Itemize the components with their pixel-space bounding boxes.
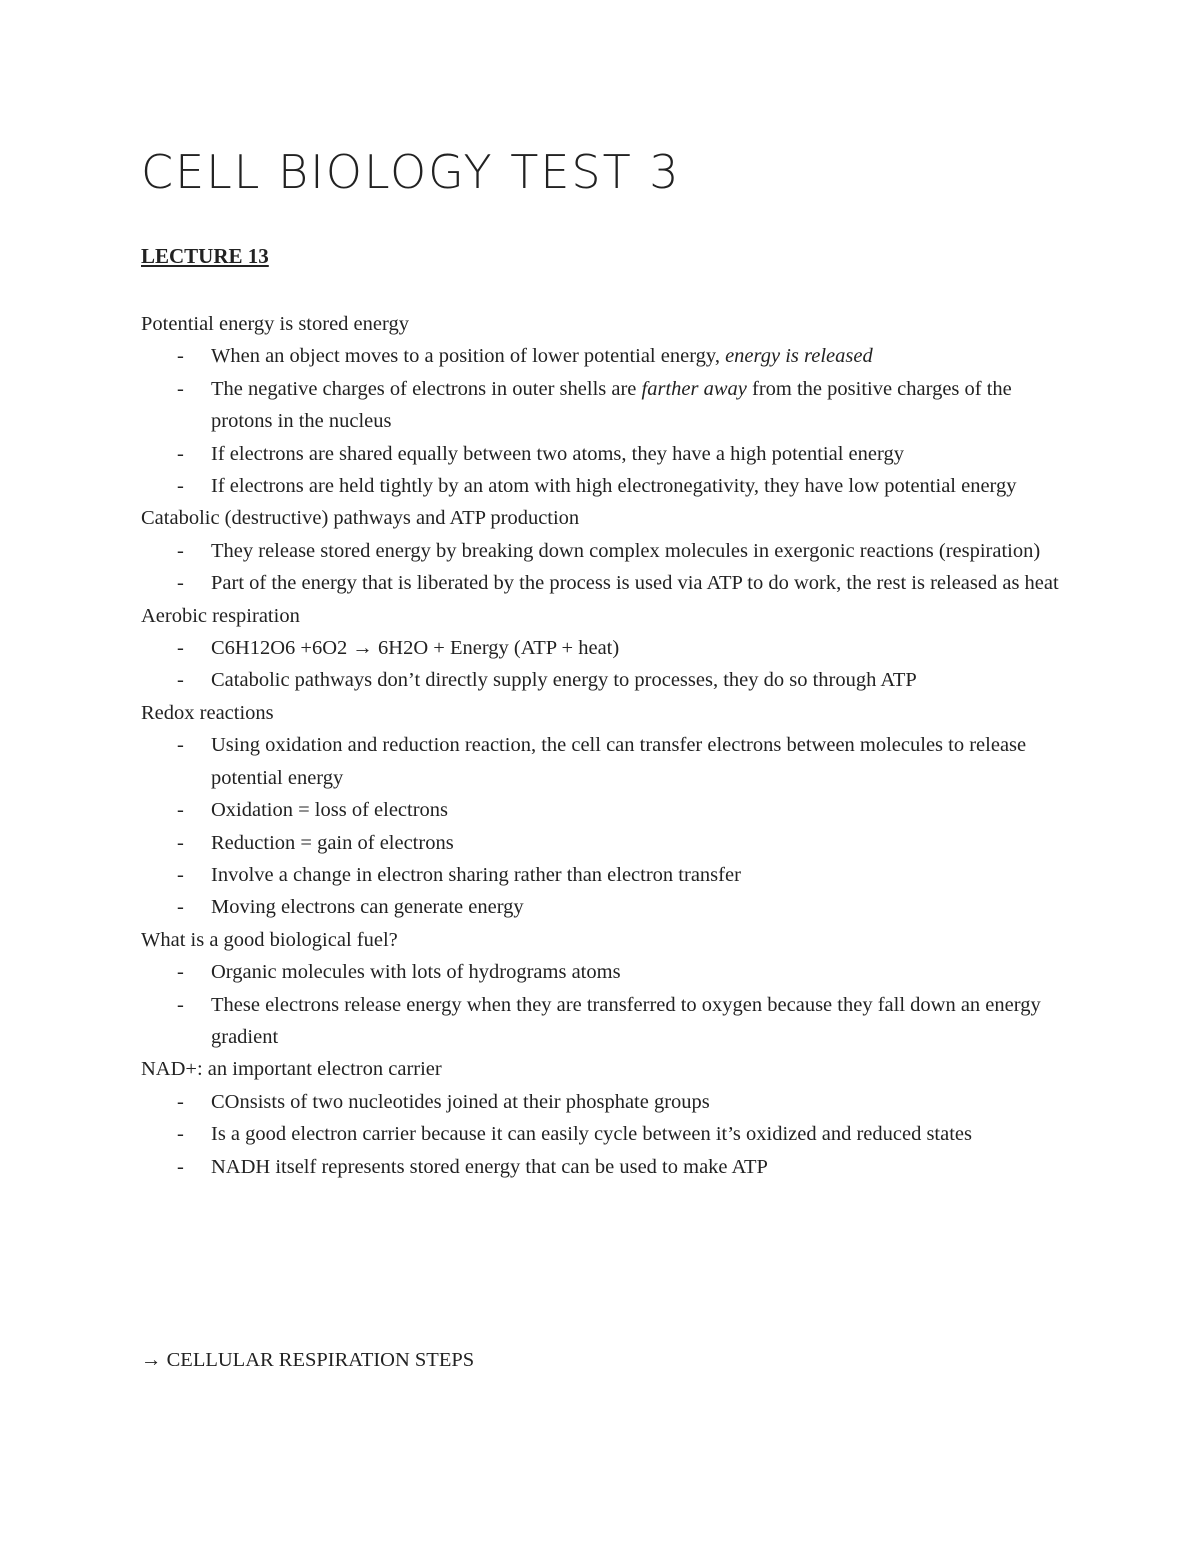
bullet-item bbox=[141, 438, 1061, 470]
bullet-item bbox=[141, 827, 1061, 859]
bullet-dash: - bbox=[177, 734, 184, 757]
bullet-text: Involve a change in electron sharing rather than electron transfer bbox=[211, 863, 741, 886]
bullet-dash: - bbox=[177, 475, 184, 498]
emphasized-text: energy is released bbox=[725, 345, 873, 368]
bullet-dash: - bbox=[177, 637, 184, 660]
bullet-text: Part of the energy that is liberated by the process is used via ATP to do work, the rest is released as heat bbox=[211, 572, 1059, 595]
bullet-list bbox=[141, 340, 1061, 502]
bullet-item bbox=[141, 567, 1061, 599]
bullet-text: They release stored energy by breaking down complex molecules in exergonic reactions (respiration) bbox=[211, 539, 1041, 562]
bullet-item bbox=[141, 373, 1061, 438]
bullet-dash: - bbox=[177, 993, 184, 1016]
bullet-item bbox=[141, 470, 1061, 502]
bullet-dash: - bbox=[177, 572, 184, 595]
bullet-dash: - bbox=[177, 799, 184, 822]
bullet-dash: - bbox=[177, 1090, 184, 1113]
bullet-item bbox=[141, 989, 1061, 1054]
lecture-notes bbox=[141, 308, 1061, 1183]
lecture-heading: LECTURE 13 bbox=[141, 244, 269, 268]
bullet-text: If electrons are shared equally between two atoms, they have a high potential energy bbox=[211, 442, 904, 465]
topic-heading: Catabolic (destructive) pathways and ATP production bbox=[141, 507, 580, 530]
bullet-item bbox=[141, 891, 1061, 923]
bullet-text: Moving electrons can generate energy bbox=[211, 896, 524, 919]
bullet-text: Using oxidation and reduction reaction, the cell can transfer electrons between molecules to release potential energy bbox=[211, 734, 1027, 789]
bullet-dash: - bbox=[177, 442, 184, 465]
topic-heading: What is a good biological fuel? bbox=[141, 928, 398, 951]
topic-heading: Redox reactions bbox=[141, 701, 274, 724]
bullet-dash: - bbox=[177, 961, 184, 984]
bullet-dash: - bbox=[177, 863, 184, 886]
bullet-item bbox=[141, 794, 1061, 826]
bullet-item bbox=[141, 664, 1061, 696]
bullet-dash: - bbox=[177, 1123, 184, 1146]
bullet-list bbox=[141, 632, 1061, 697]
bullet-text: NADH itself represents stored energy that can be used to make ATP bbox=[211, 1155, 768, 1178]
bullet-item bbox=[141, 1086, 1061, 1118]
bullet-text: Organic molecules with lots of hydrograms atoms bbox=[211, 961, 621, 984]
bullet-text: Reduction = gain of electrons bbox=[211, 831, 454, 854]
bullet-item bbox=[141, 1118, 1061, 1150]
next-section-link-text: → CELLULAR RESPIRATION STEPS bbox=[141, 1349, 475, 1371]
bullet-item bbox=[141, 632, 1061, 664]
bullet-item bbox=[141, 859, 1061, 891]
bullet-text: Catabolic pathways don’t directly supply energy to processes, they do so through ATP bbox=[211, 669, 917, 692]
bullet-dash: - bbox=[177, 1155, 184, 1178]
bullet-text: If electrons are held tightly by an atom with high electronegativity, they have low potential energy bbox=[211, 475, 1017, 498]
bullet-text: Is a good electron carrier because it can easily cycle between it’s oxidized and reduced states bbox=[211, 1123, 973, 1146]
topic-heading: Potential energy is stored energy bbox=[141, 313, 409, 335]
bullet-text: from the positive charges of the protons in the nucleus bbox=[211, 377, 1012, 433]
bullet-text: COnsists of two nucleotides joined at their phosphate groups bbox=[211, 1090, 710, 1113]
bullet-list bbox=[141, 729, 1061, 923]
bullet-text: When an object moves to a position of lower potential energy, bbox=[211, 345, 726, 368]
bullet-text: These electrons release energy when they are transferred to oxygen because they fall down an energy gradient bbox=[211, 993, 1041, 1048]
bullet-dash: - bbox=[177, 831, 184, 854]
bullet-dash: - bbox=[177, 669, 184, 692]
bullet-list bbox=[141, 1086, 1061, 1183]
bullet-item bbox=[141, 956, 1061, 988]
bullet-list bbox=[141, 535, 1061, 600]
bullet-text: C6H12O6 +6O2 → 6H2O + Energy (ATP + heat) bbox=[211, 637, 620, 660]
topic-heading: NAD+: an important electron carrier bbox=[141, 1058, 442, 1081]
topic-heading: Aerobic respiration bbox=[141, 604, 300, 627]
bullet-text: Oxidation = loss of electrons bbox=[211, 799, 449, 822]
emphasized-text: farther away bbox=[641, 377, 747, 400]
bullet-item bbox=[141, 535, 1061, 567]
bullet-dash: - bbox=[177, 377, 184, 400]
document-title: CELL BIOLOGY TEST 3 bbox=[141, 145, 681, 199]
bullet-dash: - bbox=[177, 345, 184, 368]
bullet-list bbox=[141, 956, 1061, 1053]
bullet-item bbox=[141, 340, 1061, 372]
bullet-dash: - bbox=[177, 896, 184, 919]
bullet-item bbox=[141, 1151, 1061, 1183]
bullet-text: The negative charges of electrons in outer shells are bbox=[211, 377, 642, 400]
bullet-dash: - bbox=[177, 539, 184, 562]
bullet-item bbox=[141, 729, 1061, 794]
